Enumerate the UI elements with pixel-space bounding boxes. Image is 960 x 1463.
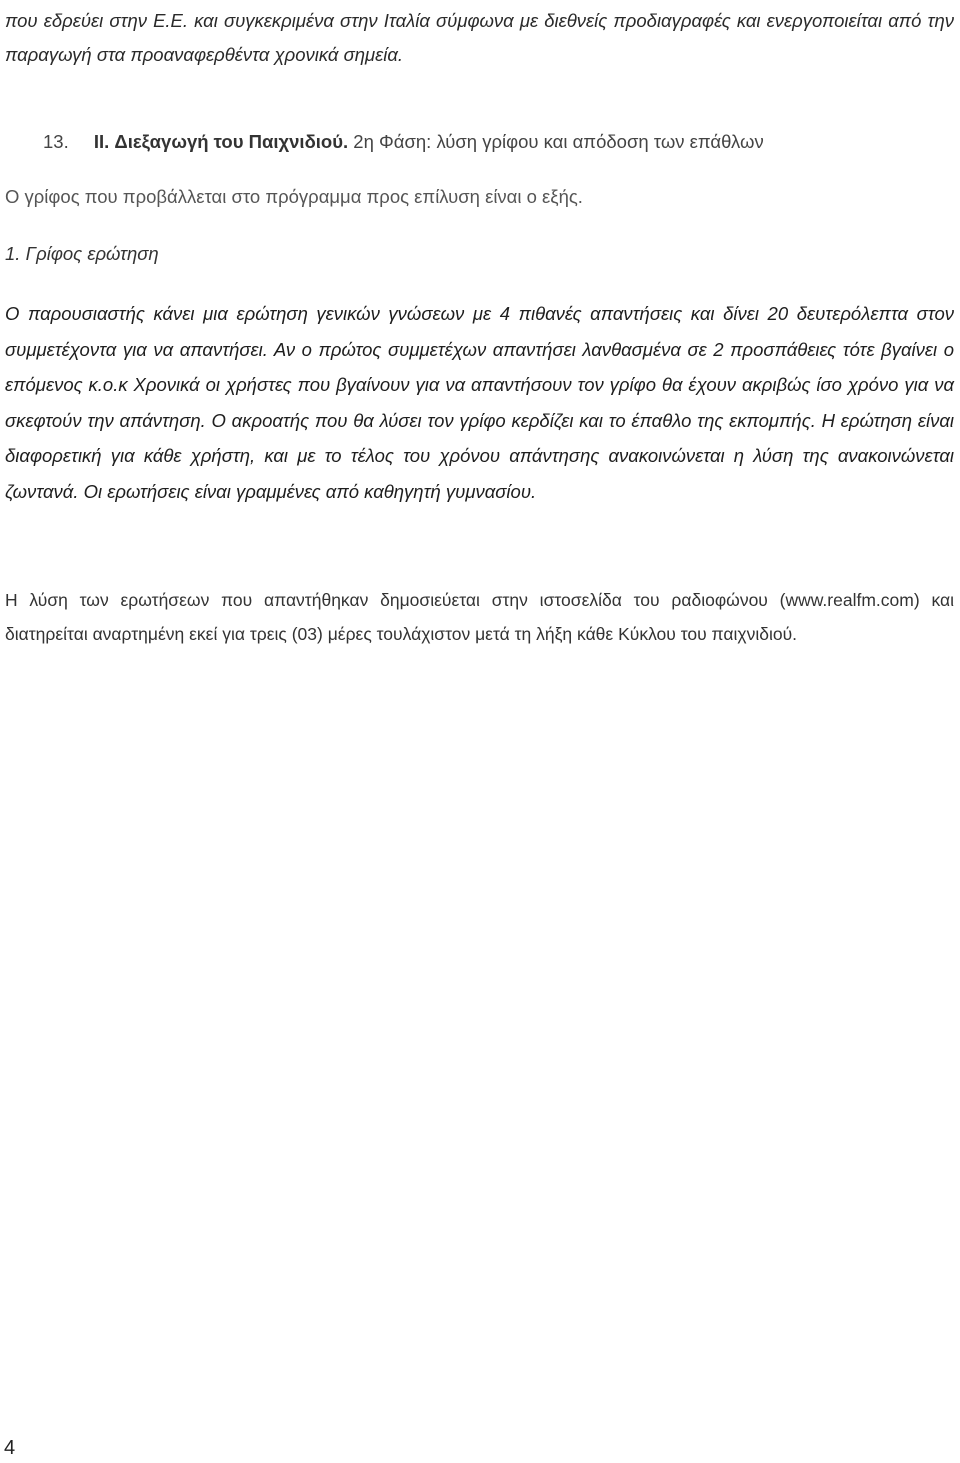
- subheading: 1. Γρίφος ερώτηση: [5, 243, 159, 264]
- lead-text: Ο γρίφος που προβάλλεται στο πρόγραμμα προς επίλυση είναι ο εξής.: [5, 186, 583, 207]
- solution-paragraph: Η λύση των ερωτήσεων που απαντήθηκαν δημοσιεύεται στην ιστοσελίδα του ραδιοφώνου (www.realfm.com) και διατηρείται αναρτημένη εκεί για τρεις (03) μέρες τουλάχιστον μετά τη λήξη κάθε Κύκλου του παιχνιδιού.: [5, 590, 954, 644]
- section-heading: [43, 128, 954, 156]
- body-paragraph: Ο παρουσιαστής κάνει μια ερώτηση γενικών γνώσεων με 4 πιθανές απαντήσεις και δίνει 20 δευτερόλεπτα στον συμμετέχοντα για να απαντήσει. Αν ο πρώτος συμμετέχων απαντήσει λανθασμένα σε 2 προσπάθειες τότε βγαίνει ο επόμενος κ.ο.κ Χρονικά οι χρήστες που βγαίνουν για να απαντήσουν τον γρίφο θα έχουν ακριβώς ίσο χρόνο για να σκεφτούν την απάντηση. Ο ακροατής που θα λύσει τον γρίφο κερδίζει και το έπαθλο της εκπομπής. Η ερώτηση είναι διαφορετική για κάθε χρήστη, και με το τέλος του χρόνου απάντησης ανακοινώνεται η λύση της ανακοινώνεται ζωντανά. Οι ερωτήσεις είναι γραμμένες από καθηγητή γυμνασίου.: [5, 303, 954, 502]
- section-number: 13.: [43, 131, 69, 152]
- section-title: Διεξαγωγή του Παιχνιδιού.: [114, 131, 349, 152]
- section-roman-numeral: II.: [93, 131, 110, 152]
- section-phase: 2η Φάση: λύση γρίφου και απόδοση των επάθλων: [353, 131, 764, 152]
- intro-paragraph: που εδρεύει στην Ε.Ε. και συγκεκριμένα στην Ιταλία σύμφωνα με διεθνείς προδιαγραφές και ενεργοποιείται από την παραγωγή στα προαναφερθέντα χρονικά σημεία.: [5, 10, 954, 65]
- page-number: 4: [4, 1437, 16, 1459]
